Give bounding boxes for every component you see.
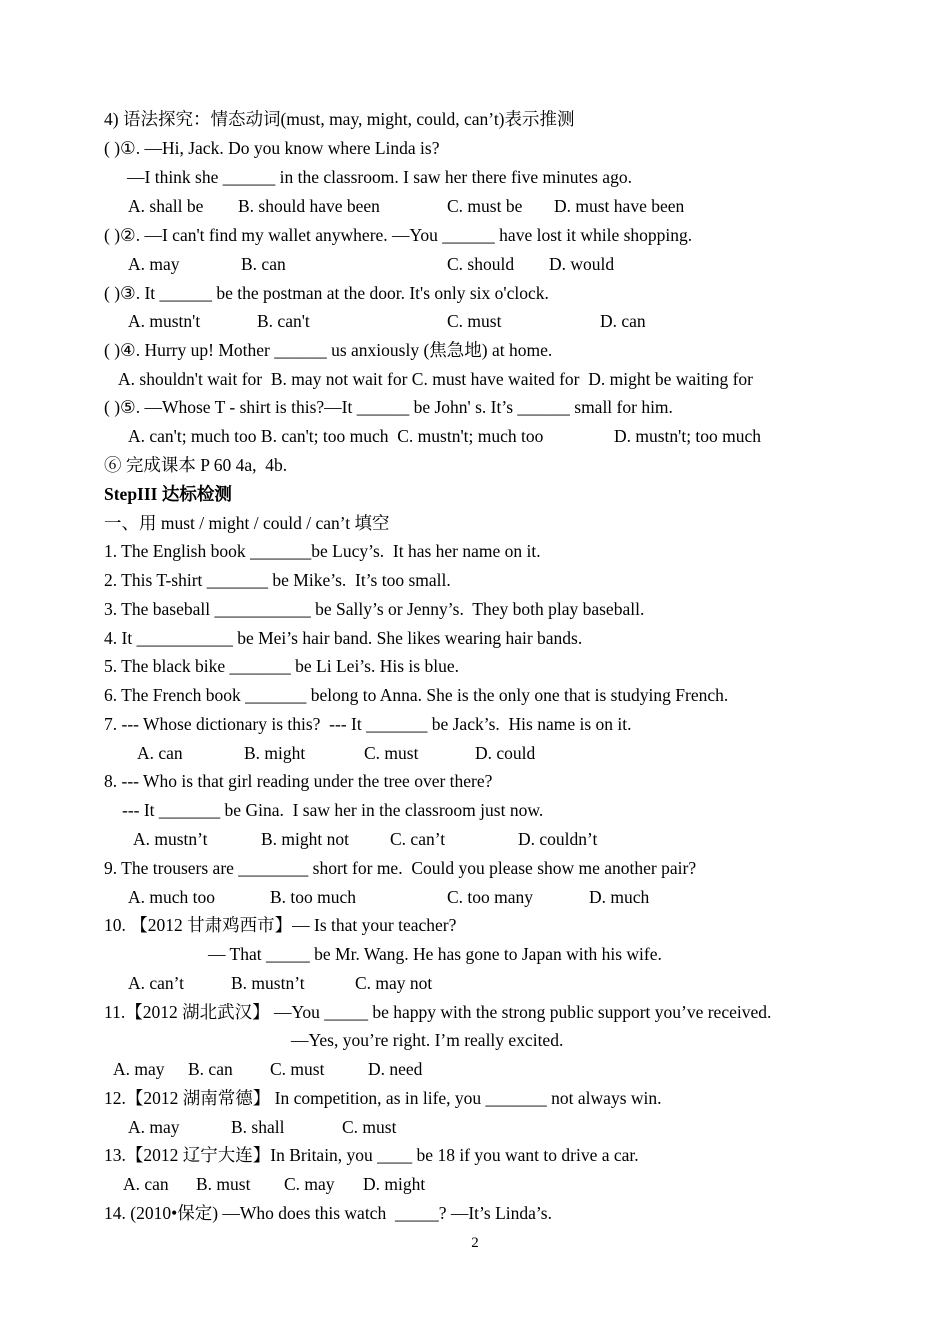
option-c: C. must: [342, 1117, 397, 1137]
option-b: B. can: [188, 1059, 233, 1079]
question-4-options: A. shouldn't wait for B. may not wait for C. must have waited for D. might be waiting for: [118, 369, 753, 389]
option-c: C. may: [284, 1174, 335, 1194]
exercise-1: 1. The English book _______be Lucy’s. It has her name on it.: [104, 541, 541, 561]
exercise-2: 2. This T-shirt _______ be Mike’s. It’s too small.: [104, 570, 451, 590]
page-number: 2: [471, 1235, 479, 1251]
section-heading-grammar: 4) 语法探究：情态动词(must, may, might, could, can’t)表示推测: [104, 109, 575, 129]
option-b: B. can't: [257, 311, 310, 331]
option-c: C. must: [447, 311, 502, 331]
option-d: D. need: [368, 1059, 423, 1079]
option-a: A. can: [123, 1174, 169, 1194]
option-d: D. couldn’t: [518, 829, 598, 849]
option-d: D. might: [363, 1174, 426, 1194]
option-c: C. too many: [447, 887, 534, 907]
exercise-8-reply: --- It _______ be Gina. I saw her in the classroom just now.: [122, 800, 544, 820]
exercise-13: 13.【2012 辽宁大连】In Britain, you ____ be 18 if you want to drive a car.: [104, 1145, 639, 1165]
question-5-options: A. can't; much too B. can't; too much C. mustn't; much too: [128, 426, 544, 446]
step-heading: StepIII 达标检测: [104, 484, 232, 504]
option-c: C. can’t: [390, 829, 446, 849]
exercise-11: 11.【2012 湖北武汉】 —You _____ be happy with the strong public support you’ve received.: [104, 1002, 772, 1022]
exercise-3: 3. The baseball ___________ be Sally’s or Jenny’s. They both play baseball.: [104, 599, 645, 619]
exercise-4: 4. It ___________ be Mei’s hair band. She likes wearing hair bands.: [104, 628, 583, 648]
option-a: A. may: [128, 1117, 180, 1137]
option-c: C. must: [364, 743, 419, 763]
option-a: A. can: [137, 743, 183, 763]
option-b: B. should have been: [238, 196, 380, 216]
option-c: C. must: [270, 1059, 325, 1079]
option-a: A. may: [113, 1059, 165, 1079]
exercise-9: 9. The trousers are ________ short for me. Could you please show me another pair?: [104, 858, 697, 878]
option-d: D. mustn't; too much: [614, 426, 762, 446]
option-b: B. might: [244, 743, 306, 763]
option-b: B. too much: [270, 887, 357, 907]
option-c: C. must be: [447, 196, 523, 216]
exercise-10-reply: — That _____ be Mr. Wang. He has gone to Japan with his wife.: [208, 944, 662, 964]
question-3-stem: ( )③. It ______ be the postman at the door. It's only six o'clock.: [104, 283, 549, 303]
exercise-14: 14. (2010•保定) —Who does this watch _____? —It’s Linda’s.: [104, 1203, 552, 1223]
textbook-task: ⑥ 完成课本 P 60 4a, 4b.: [104, 455, 288, 475]
exercise-7: 7. --- Whose dictionary is this? --- It _______ be Jack’s. His name is on it.: [104, 714, 632, 734]
fill-in-instruction: 一、用 must / might / could / can’t 填空: [104, 513, 390, 533]
option-c: C. should: [447, 254, 515, 274]
question-5-stem: ( )⑤. —Whose T - shirt is this?—It ______ be John' s. It’s ______ small for him.: [104, 397, 673, 417]
option-a: A. shall be: [128, 196, 204, 216]
option-b: B. mustn’t: [231, 973, 305, 993]
option-a: A. may: [128, 254, 180, 274]
exercise-8: 8. --- Who is that girl reading under the tree over there?: [104, 771, 493, 791]
option-a: A. can’t: [128, 973, 185, 993]
option-a: A. much too: [128, 887, 216, 907]
exercise-10: 10. 【2012 甘肃鸡西市】— Is that your teacher?: [104, 915, 457, 935]
option-a: A. mustn't: [128, 311, 201, 331]
exercise-6: 6. The French book _______ belong to Anna. She is the only one that is studying French.: [104, 685, 729, 705]
option-d: D. can: [600, 311, 646, 331]
question-1-stem: ( )①. —Hi, Jack. Do you know where Linda is?: [104, 138, 440, 158]
option-d: D. would: [549, 254, 615, 274]
option-b: B. might not: [261, 829, 349, 849]
option-a: A. mustn’t: [133, 829, 208, 849]
option-d: D. could: [475, 743, 536, 763]
exercise-11-reply: —Yes, you’re right. I’m really excited.: [291, 1030, 564, 1050]
option-b: B. shall: [231, 1117, 285, 1137]
exercise-12: 12.【2012 湖南常德】 In competition, as in life, you _______ not always win.: [104, 1088, 662, 1108]
option-b: B. can: [241, 254, 286, 274]
option-d: D. much: [589, 887, 650, 907]
option-b: B. must: [196, 1174, 251, 1194]
exercise-5: 5. The black bike _______ be Li Lei’s. His is blue.: [104, 656, 459, 676]
question-2-stem: ( )②. —I can't find my wallet anywhere. —You ______ have lost it while shopping.: [104, 225, 693, 245]
question-4-stem: ( )④. Hurry up! Mother ______ us anxiously (焦急地) at home.: [104, 340, 553, 360]
question-1-reply: —I think she ______ in the classroom. I saw her there five minutes ago.: [127, 167, 632, 187]
option-d: D. must have been: [554, 196, 685, 216]
option-c: C. may not: [355, 973, 433, 993]
